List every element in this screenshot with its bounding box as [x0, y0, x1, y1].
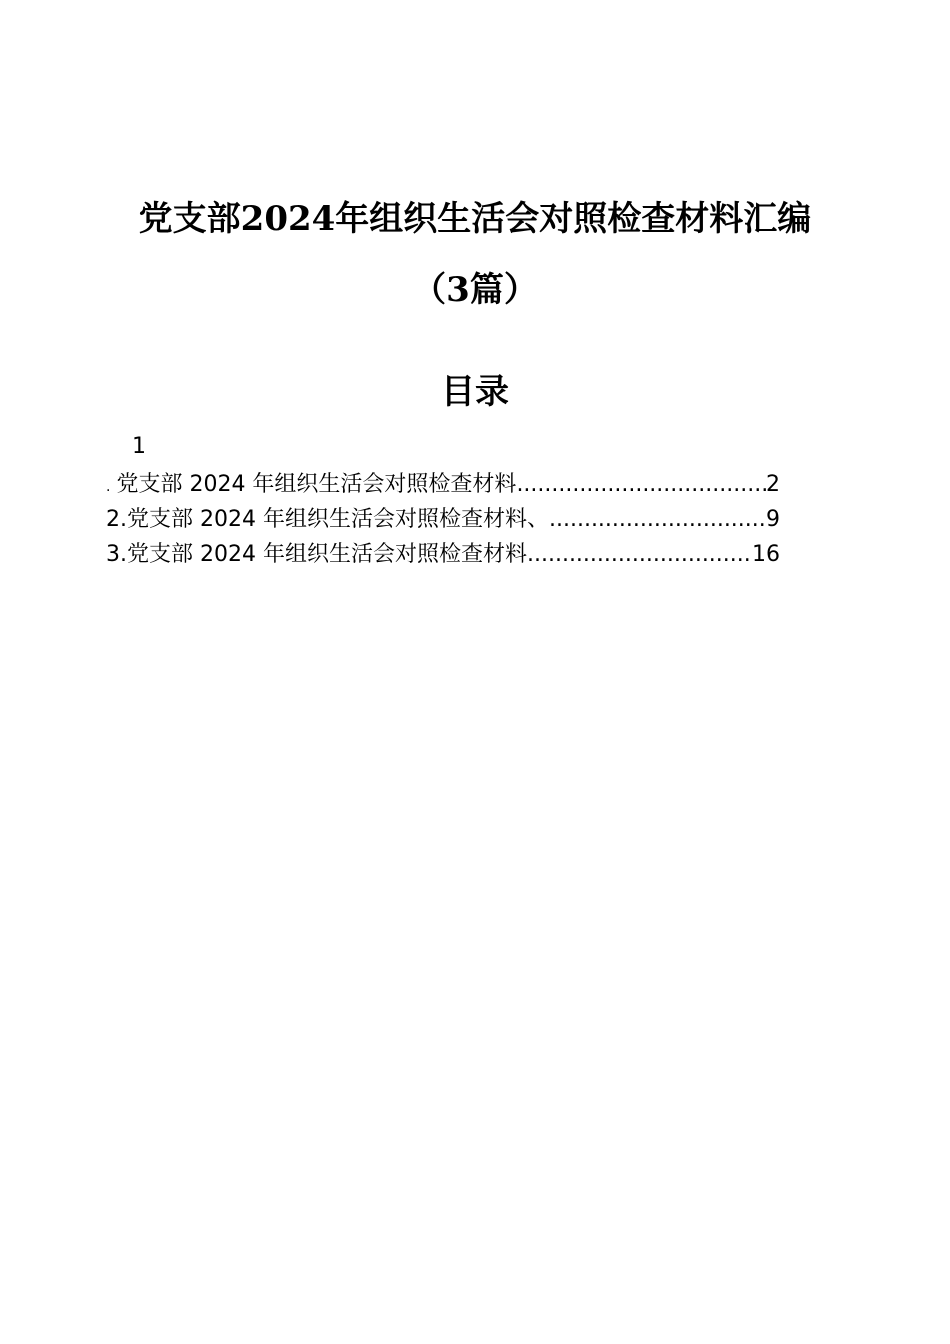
toc-number-line: 1: [132, 434, 146, 459]
toc-entry-text: 党支部 2024 年组织生活会对照检查材料、: [127, 507, 549, 532]
toc-entry-page: 2: [766, 472, 780, 497]
toc-entry-prefix: 2.: [106, 507, 127, 532]
toc-entry[interactable]: [106, 502, 780, 537]
toc-dot-leader: [549, 502, 766, 537]
toc-heading: 目录: [441, 372, 509, 412]
toc-entry-prefix: 3.: [106, 542, 127, 567]
toc-entry-text: 党支部 2024 年组织生活会对照检查材料: [127, 542, 527, 567]
toc-entry-page: 16: [752, 542, 780, 567]
toc-entry-prefix: .: [106, 479, 111, 495]
document-subtitle: （3篇）: [412, 270, 538, 310]
toc-entry-page: 9: [766, 507, 780, 532]
toc-dot-leader: [516, 467, 766, 502]
toc-dot-leader: [527, 537, 752, 572]
document-title: 党支部2024年组织生活会对照检查材料汇编: [138, 199, 812, 239]
table-of-contents: [106, 467, 780, 572]
toc-entry-text: 党支部 2024 年组织生活会对照检查材料: [116, 472, 517, 497]
toc-entry[interactable]: [106, 537, 780, 572]
toc-entry[interactable]: [106, 467, 780, 502]
